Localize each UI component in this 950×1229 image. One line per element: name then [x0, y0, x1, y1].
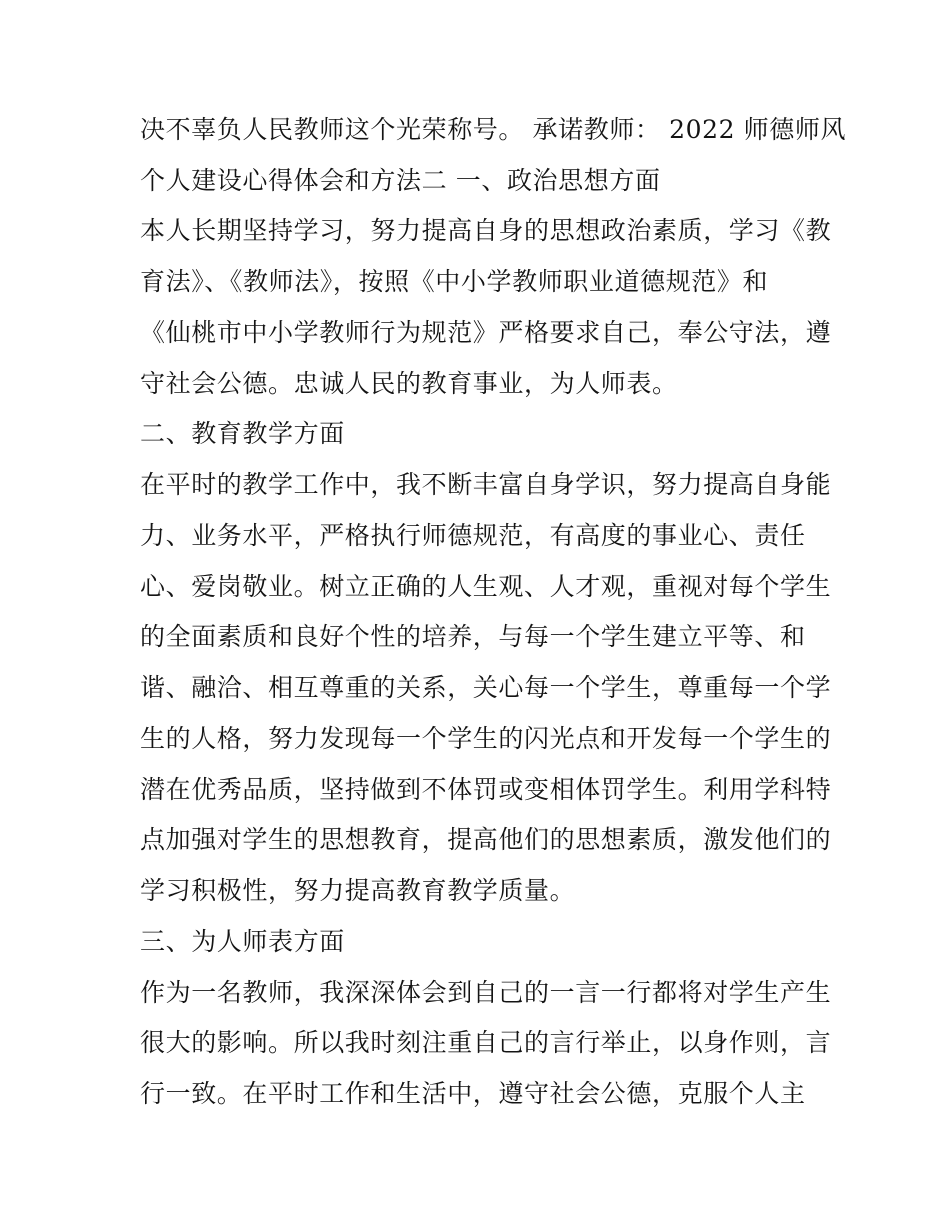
text-line-9: 力、业务水平，严格执行师德规范，有高度的事业心、责任: [140, 521, 806, 550]
text-line-20: 行一致。在平时工作和生活中，遵守社会公德，克服个人主: [140, 1079, 806, 1108]
text-line-6: 守社会公德。忠诚人民的教育事业，为人师表。: [140, 369, 678, 398]
section-heading-teaching: 二、教育教学方面: [140, 419, 345, 448]
text-line-11: 的全面素质和良好个性的培养，与每一个学生建立平等、和: [140, 622, 806, 651]
text-line-4: 育法》、《教师法》，按照《中小学教师职业道德规范》和: [140, 267, 769, 296]
text-line-18: 作为一名教师，我深深体会到自己的一言一行都将对学生产生: [140, 978, 832, 1007]
text-line-15: 点加强对学生的思想教育，提高他们的思想素质，激发他们的: [140, 825, 832, 854]
text-line-10: 心、爱岗敬业。树立正确的人生观、人才观，重视对每个学生: [140, 572, 832, 601]
text-line-5: 《仙桃市中小学教师行为规范》严格要求自己，奉公守法，遵: [140, 318, 832, 347]
text-line-14: 潜在优秀品质，坚持做到不体罚或变相体罚学生。利用学科特: [140, 775, 832, 804]
text-line-13: 生的人格，努力发现每一个学生的闪光点和开发每一个学生的: [140, 724, 832, 753]
text-line-16: 学习积极性，努力提高教育教学质量。: [140, 876, 576, 905]
text-line-2: 个人建设心得体会和方法二 一、政治思想方面: [140, 166, 661, 195]
section-heading-role-model: 三、为人师表方面: [140, 927, 345, 956]
text-line-1: 决不辜负人民教师这个光荣称号。 承诺教师： 2022 师德师风: [140, 115, 847, 144]
text-line-8: 在平时的教学工作中，我不断丰富自身学识，努力提高自身能: [140, 470, 832, 499]
text-line-3: 本人长期坚持学习，努力提高自身的思想政治素质，学习《教: [140, 216, 832, 245]
text-line-12: 谐、融洽、相互尊重的关系，关心每一个学生，尊重每一个学: [140, 673, 832, 702]
text-line-19: 很大的影响。所以我时刻注重自己的言行举止，以身作则，言: [140, 1028, 832, 1057]
